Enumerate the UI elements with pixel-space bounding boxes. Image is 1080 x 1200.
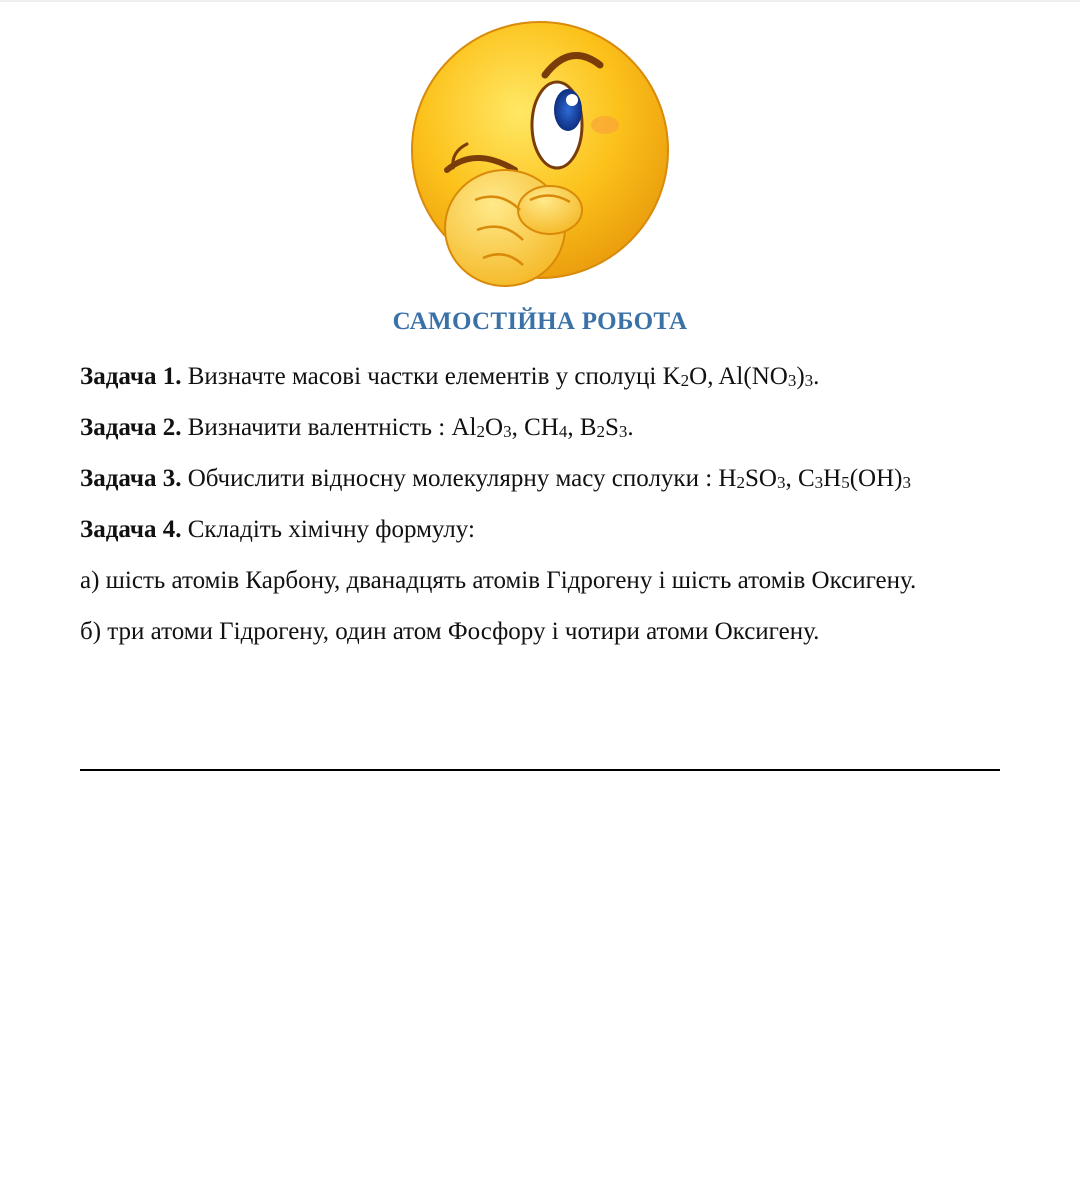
task-4-text: Складіть хімічну формулу: [187,516,475,543]
task-3-text: Обчислити відносну молекулярну масу сполуки : [187,465,713,492]
task-2-label: Задача 2. [80,414,182,441]
task-3-label: Задача 3. [80,465,182,492]
task-3-formula-2: C3H5(OH)3 [797,465,911,492]
task-1-formula-1: K2O [662,363,708,390]
task-2-text: Визначити валентність : [187,414,446,441]
task-4-item-a: а) шість атомів Карбону, дванадцять атомів Гідрогену і шість атомів Оксигену. [80,567,917,594]
task-1-text: Визначте масові частки елементів у сполуці [187,363,657,390]
page-top-border [0,0,1080,2]
page-title: САМОСТІЙНА РОБОТА [392,308,688,335]
horizontal-rule [80,769,1000,771]
task-1-label: Задача 1. [80,363,182,390]
task-1: Задача 1. Визначте масові частки елементів у сполуці K2O, Al(NO3)3. [80,363,820,390]
task-3 [80,464,1020,498]
task-4 [80,515,1020,545]
task-2 [80,413,1020,447]
task-2-formula-1: Al2O3, [451,414,518,441]
task-2-formula-2: CH4, [524,414,574,441]
task-2-formula-3: B2S3. [579,414,634,441]
winking-emoji-icon [405,20,675,290]
task-4-label: Задача 4. [80,516,182,543]
task-1-formula-2: Al(NO3)3. [718,363,820,390]
task-3-formula-1: H2SO3, [718,465,792,492]
task-4-item-b: б) три атоми Гідрогену, один атом Фосфору і чотири атоми Оксигену. [80,618,820,645]
